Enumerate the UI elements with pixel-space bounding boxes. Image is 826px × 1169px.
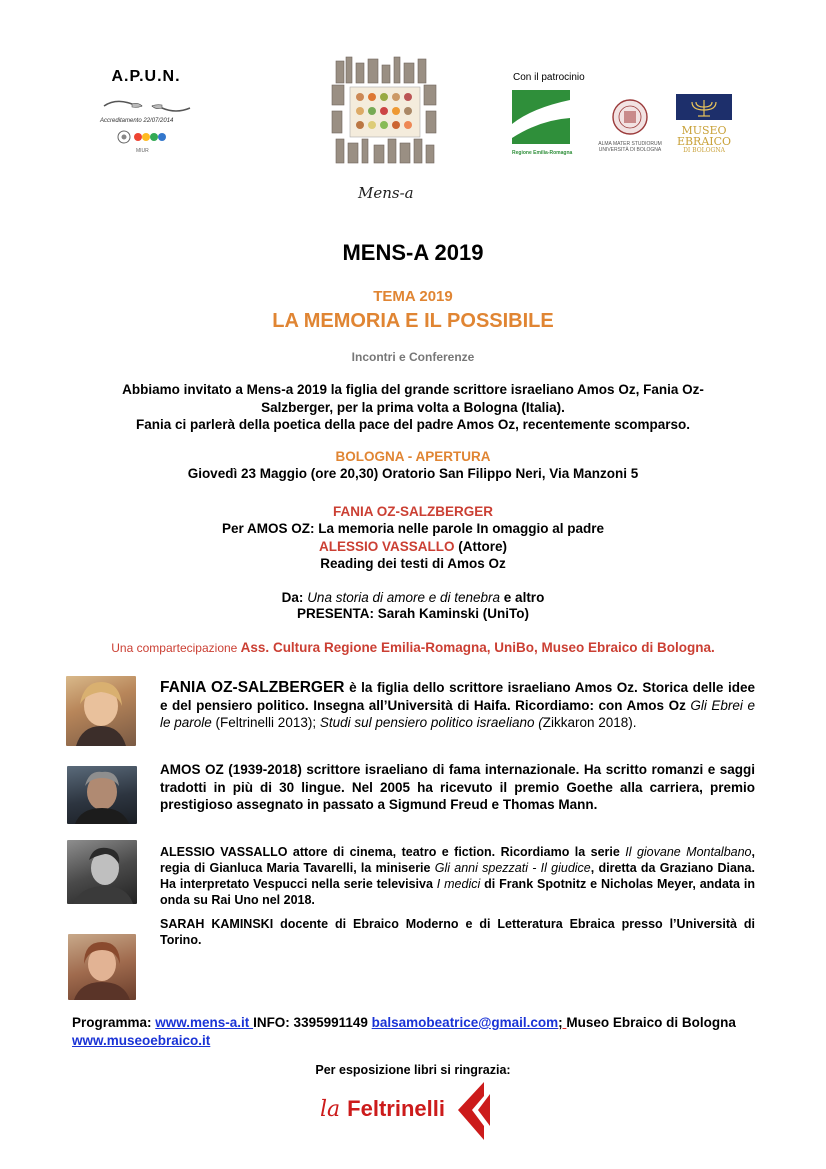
source-line [0,590,826,605]
feltrinelli-mark-icon [454,1080,498,1146]
museo-text: Museo Ebraico di Bologna [566,1015,736,1030]
intro-paragraph [80,381,746,434]
bio-fania [160,679,755,732]
info-phone: INFO: 3395991149 [253,1015,372,1030]
unibo-seal-icon [596,98,664,136]
bio-alessio-text-2: , regia di Gianluca Maria Tavarelli, la miniserie [160,845,755,875]
museo-separator: ; [558,1015,567,1030]
menorah-icon [668,94,740,120]
presenter-line: PRESENTA: Sarah Kaminski (UniTo) [296,606,530,621]
actor-name: ALESSIO VASSALLO [318,539,455,554]
emilia-romagna-logo [512,90,573,156]
mensa-logo [330,55,438,167]
intro-line-3: Fania ci parlerà della poetica della pace del padre Amos Oz, recentemente scomparso. [136,417,690,432]
miur-emblem-icon [116,126,176,148]
miur-label: MIUR [136,148,149,154]
apun-accreditation: Accreditamento 22/07/2014 [100,118,174,124]
museo-caption-2: EBRAICO [676,135,732,148]
unibo-logo [596,98,664,156]
feltrinelli-wordmark [320,1096,445,1122]
feltrinelli-logo [320,1080,500,1150]
bio-alessio-text-1: ALESSIO VASSALLO attore di cinema, teatro e fiction. Ricordiamo la serie [160,845,626,859]
programma-line [72,1014,762,1049]
event-location-label: BOLOGNA - APERTURA [335,449,491,464]
museo-caption-1: MUSEO [681,124,727,137]
ringrazia-line: Per esposizione libri si ringrazia: [315,1063,511,1077]
actor-line [0,539,826,554]
bio-fania-book-1: Gli Ebrei e le parole [160,697,755,730]
bio-alessio [160,844,755,908]
emilia-romagna-emblem-icon [512,90,570,144]
bio-sarah: SARAH KAMINSKI docente di Ebraico Moderno e di Letteratura Ebraica presso l’Università di Torino. [160,917,755,947]
programma-label: Programma: [72,1015,156,1030]
actor-role: (Attore) [454,539,507,554]
bio-alessio-text-3: , diretta da Graziano Diana. Ha interpretato Vespucci nella serie televisiva [160,861,755,891]
emilia-caption: Regione Emilia-Romagna [512,150,573,156]
source-title: Una storia di amore e di tenebra [307,590,501,605]
email-link[interactable]: balsamobeatrice@gmail.com [371,1015,559,1030]
patrocinio-label: Con il patrocinio [513,72,585,83]
mensa-site-link[interactable]: www.mens-a.it [155,1015,254,1030]
bio-fania-text-1: è la figlia dello scrittore israeliano Amos Oz. Storica delle idee e del pensiero politico. Insegna all’Università di Haifa. Ricordiamo: con Amos Oz [160,680,755,713]
reading-line: Reading dei testi di Amos Oz [320,556,506,571]
intro-line-1: Abbiamo invitato a Mens-a 2019 la figlia del grande scrittore israeliano Amos Oz, Fania Oz- [122,382,704,397]
feltrinelli-name: Feltrinelli [347,1096,445,1121]
tema-title: LA MEMORIA E IL POSSIBILE [272,310,554,332]
tema-label: TEMA 2019 [373,288,453,305]
source-suffix: e altro [500,590,545,605]
bio-fania-book-2: Studi sul pensiero politico israeliano ( [319,715,543,730]
bio-alessio-series-1: Il giovane Montalbano [625,845,752,859]
museo-ebraico-logo [668,94,740,156]
compart-prefix: Una compartecipazione [111,641,241,655]
bio-alessio-series-3: I medici [436,877,481,891]
incontri-subtitle: Incontri e Conferenze [351,350,475,364]
bio-amos: AMOS OZ (1939-2018) scrittore israeliano di fama internazionale. Ha scritto romanzi e saggi tradotti in più di 30 lingue. Nel 2005 ha ricevuto il premio Goethe alla carriera, premio prestigioso assegnato in passato a Sigmund Freud e Thomas Mann. [160,762,755,812]
speaker-name: FANIA OZ-SALZBERGER [333,504,493,519]
museo-caption-3: DI BOLOGNA [683,147,725,154]
alessio-photo [67,840,137,904]
apun-logo [96,68,196,158]
intro-line-2: Salzberger, per la prima volta a Bologna (Italia). [261,399,565,415]
event-date: Giovedì 23 Maggio (ore 20,30) Oratorio San Filippo Neri, Via Manzoni 5 [187,466,639,481]
compartecipazione-line [0,640,826,655]
hands-icon [102,94,192,118]
page-title: MENS-A 2019 [342,240,484,265]
bio-fania-name: FANIA OZ-SALZBERGER [160,679,345,696]
apun-title: A.P.U.N. [111,68,181,85]
fania-photo [66,676,136,746]
museo-site-link[interactable]: www.museoebraico.it [72,1032,211,1048]
amos-photo [67,766,137,824]
source-prefix: Da: [281,590,308,605]
bio-fania-text-2: (Feltrinelli 2013); [211,715,320,730]
feltrinelli-la: la [320,1097,348,1122]
bio-alessio-series-2: Gli anni spezzati - Il giudice [434,861,591,875]
bio-alessio-text-4: di Frank Spotnitz e Nicholas Meyer, andata in onda su Rai Uno nel 2018. [160,877,755,907]
sarah-photo [68,934,136,1000]
unibo-caption: ALMA MATER STUDIORUM UNIVERSITÀ DI BOLOGNA [598,141,662,153]
mensa-caption: Mens-a [358,184,414,202]
compart-orgs: Ass. Cultura Regione Emilia-Romagna, UniBo, Museo Ebraico di Bologna. [240,640,715,655]
bio-fania-text-3: Zikkaron 2018). [542,715,637,730]
talk-title: Per AMOS OZ: La memoria nelle parole In omaggio al padre [221,521,605,536]
